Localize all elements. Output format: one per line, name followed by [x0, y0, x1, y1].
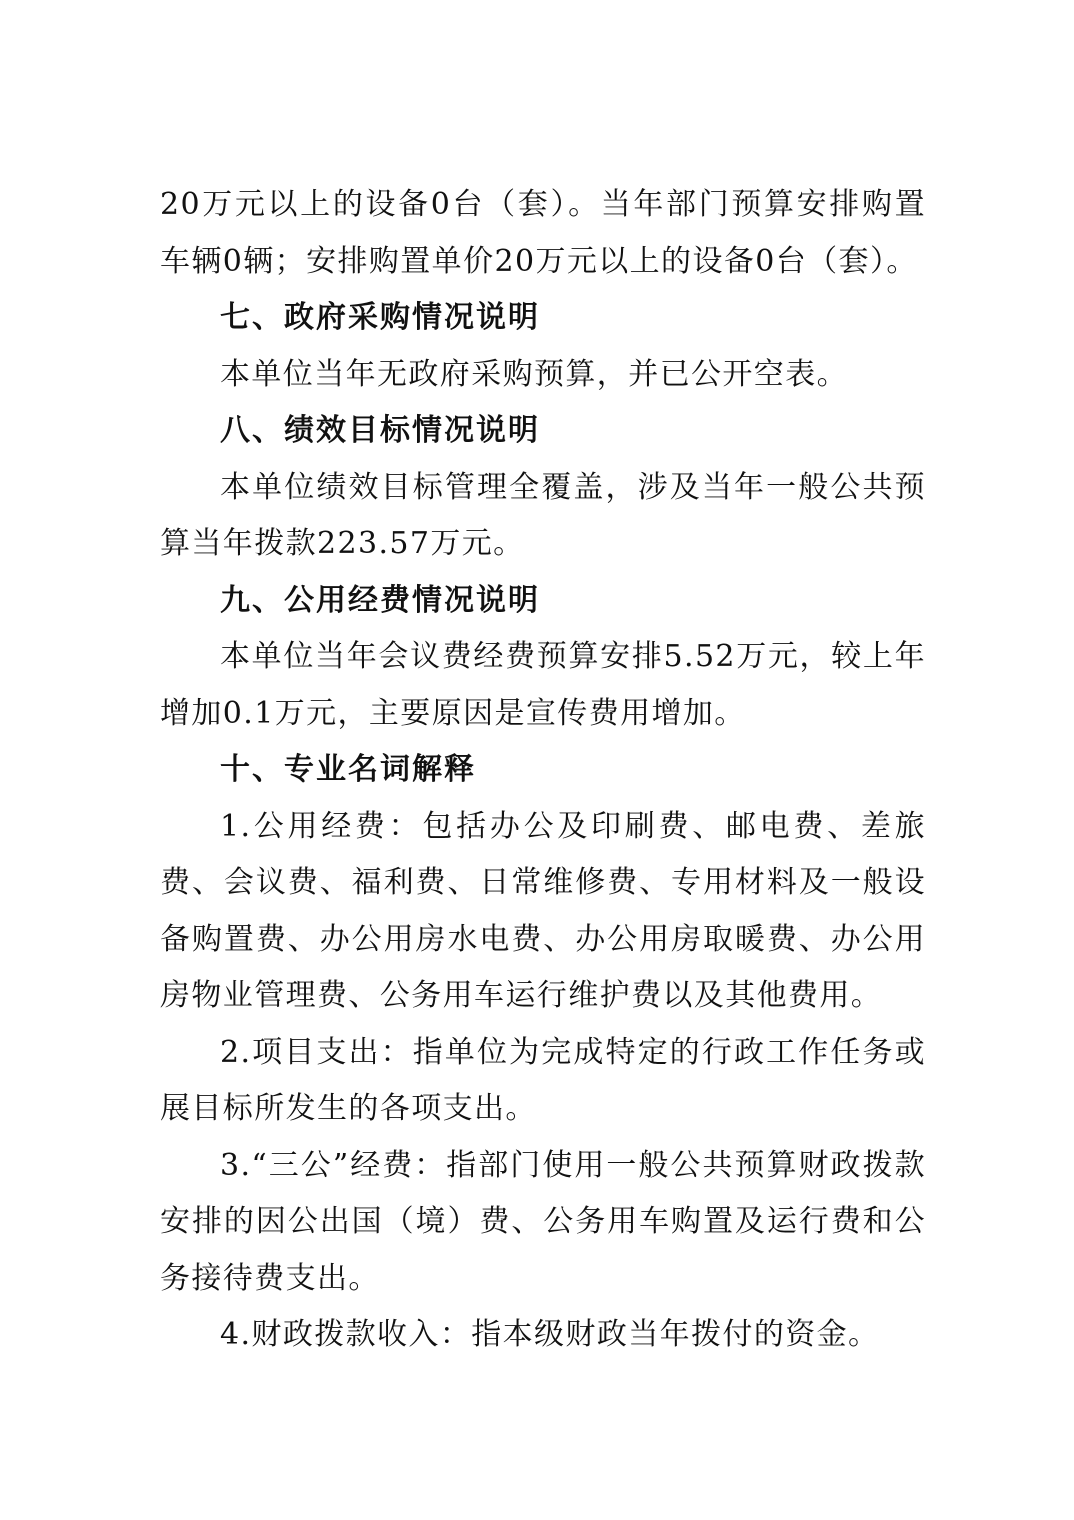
- paragraph-performance-targets: 本单位绩效目标管理全覆盖，涉及当年一般公共预算当年拨款223.57万元。: [160, 469, 926, 561]
- glossary-item-three-public: 3.“三公”经费：指部门使用一般公共预算财政拨款安排的因公出国（境）费、公务用车购置及运行费和公务接待费支出。: [160, 1147, 926, 1296]
- heading-performance-targets: 八、绩效目标情况说明: [220, 413, 540, 448]
- heading-public-funds: 九、公用经费情况说明: [220, 582, 540, 618]
- paragraph-government-procurement: 本单位当年无政府采购预算，并已公开空表。: [220, 356, 848, 392]
- glossary-item-project-expenditure: 2.项目支出：指单位为完成特定的行政工作任务或展目标所发生的各项支出。: [160, 1034, 926, 1126]
- paragraph-public-funds: 本单位当年会议费经费预算安排5.52万元，较上年增加0.1万元，主要原因是宣传费用增加。: [160, 639, 926, 731]
- heading-government-procurement: 七、政府采购情况说明: [220, 300, 540, 335]
- glossary-item-fiscal-income: 4.财政拨款收入：指本级财政当年拨付的资金。: [220, 1317, 880, 1352]
- glossary-item-public-funds: 1.公用经费：包括办公及印刷费、邮电费、差旅费、会议费、福利费、日常维修费、专用材料及一般设备购置费、办公用房水电费、办公用房取暖费、办公用房物业管理费、公务用车运行维护费以及其他费用。: [160, 808, 926, 1013]
- heading-glossary: 十、专业名词解释: [220, 752, 476, 787]
- document-page: [160, 177, 926, 1364]
- paragraph-vehicle-purchase: 20万元以上的设备0台（套）。当年部门预算安排购置车辆0辆；安排购置单价20万元以上的设备0台（套）。: [160, 187, 926, 279]
